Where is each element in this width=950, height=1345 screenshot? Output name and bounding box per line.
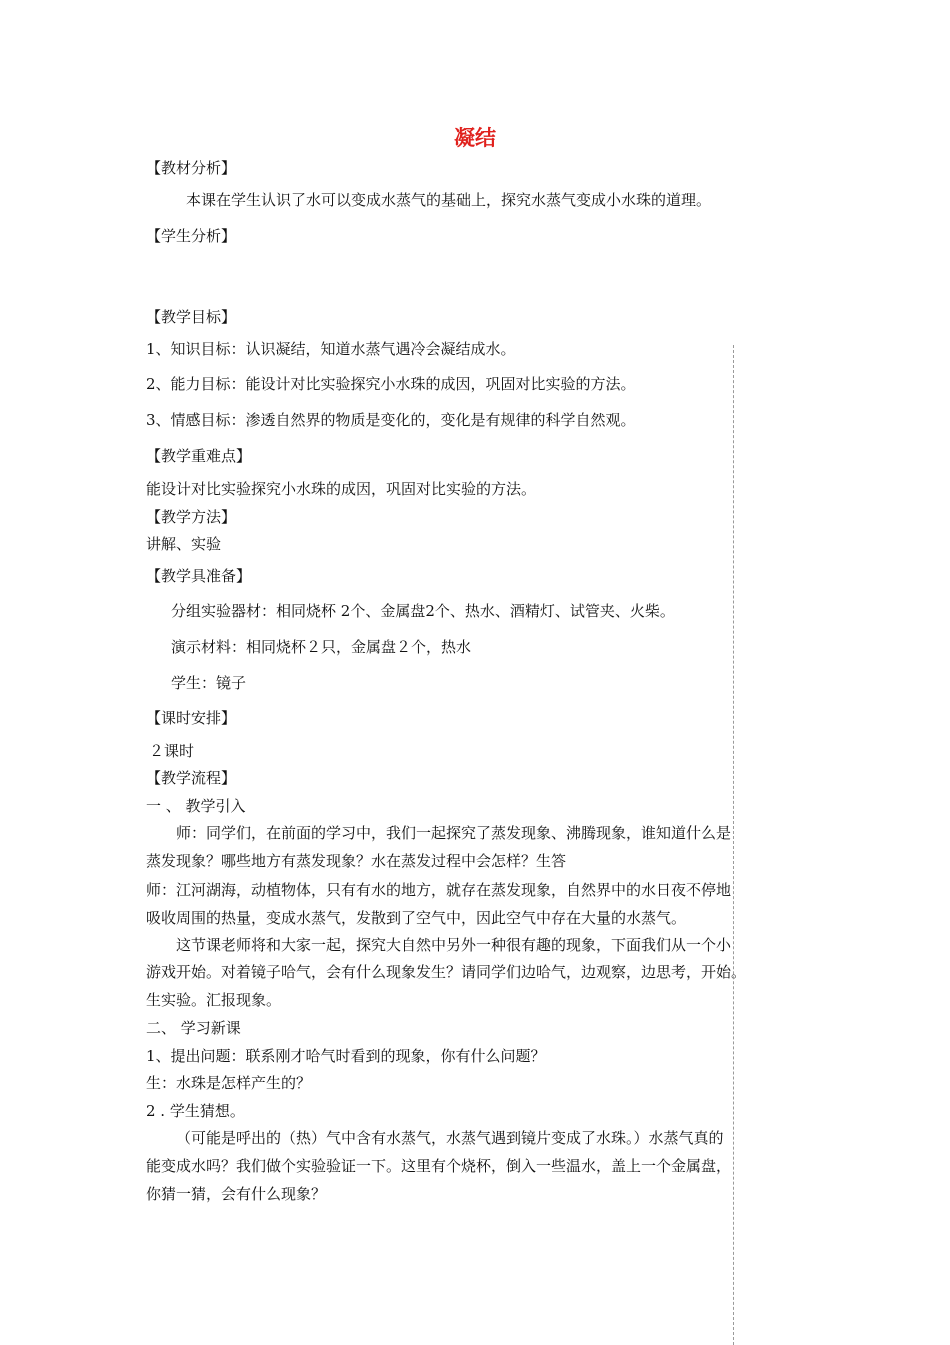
process-line: 2 . 学生猜想。 [146,1102,245,1120]
process-line: 一 、 教学引入 [146,797,246,815]
process-line: 1、提出问题：联系刚才哈气时看到的现象，你有什么问题？ [146,1047,546,1065]
heading-process: 【教学流程】 [146,769,237,787]
methods-text: 讲解、实验 [146,535,222,553]
heading-material-analysis: 【教材分析】 [146,159,237,177]
heading-goals: 【教学目标】 [146,308,237,326]
material-analysis-text: 本课在学生认识了水可以变成水蒸气的基础上，探究水蒸气变成小水珠的道理。 [186,191,712,209]
margin-divider [733,345,734,1345]
process-line: 师：同学们，在前面的学习中，我们一起探究了蒸发现象、沸腾现象，谁知道什么是 [176,824,732,842]
process-line: 生：水珠是怎样产生的？ [146,1074,312,1092]
goal-item-knowledge: 1、知识目标：认识凝结，知道水蒸气遇冷会凝结成水。 [146,340,516,358]
process-line: 吸收周围的热量，变成水蒸气，发散到了空气中，因此空气中存在大量的水蒸气。 [146,909,687,927]
goal-item-ability: 2、能力目标：能设计对比实验探究小水珠的成因，巩固对比实验的方法。 [146,375,636,393]
process-line: 能变成水吗？我们做个实验验证一下。这里有个烧杯，倒入一些温水，盖上一个金属盘， [146,1157,732,1175]
page-title: 凝结 [454,126,496,150]
process-line: 师：江河湖海，动植物体，只有有水的地方，就存在蒸发现象，自然界中的水日夜不停地 [146,881,732,899]
process-line: 你猜一猜，会有什么现象？ [146,1185,327,1203]
materials-item-student: 学生：镜子 [171,674,247,692]
heading-student-analysis: 【学生分析】 [146,227,237,245]
process-line: 生实验。汇报现象。 [146,991,282,1009]
process-line: 蒸发现象？哪些地方有蒸发现象？水在蒸发过程中会怎样？生答 [146,852,567,870]
materials-item-demo: 演示材料：相同烧杯２只，金属盘２个，热水 [171,638,472,656]
schedule-text: ２课时 [149,742,195,760]
process-line: 游戏开始。对着镜子哈气，会有什么现象发生？请同学们边哈气，边观察，边思考，开始。 [146,963,747,981]
process-line: 这节课老师将和大家一起，探究大自然中另外一种很有趣的现象，下面我们从一个小 [176,936,732,954]
heading-methods: 【教学方法】 [146,508,237,526]
heading-materials: 【教学具准备】 [146,567,252,585]
heading-schedule: 【课时安排】 [146,709,237,727]
key-points-text: 能设计对比实验探究小水珠的成因，巩固对比实验的方法。 [146,480,537,498]
goal-item-emotion: 3、情感目标：渗透自然界的物质是变化的，变化是有规律的科学自然观。 [146,411,636,429]
process-line: （可能是呼出的（热）气中含有水蒸气，水蒸气遇到镜片变成了水珠。）水蒸气真的 [176,1129,724,1147]
materials-item-group: 分组实验器材：相同烧杯 2个、金属盘2个、热水、酒精灯、试管夹、火柴。 [171,602,675,620]
heading-key-points: 【教学重难点】 [146,447,252,465]
process-line: 二、 学习新课 [146,1019,241,1037]
